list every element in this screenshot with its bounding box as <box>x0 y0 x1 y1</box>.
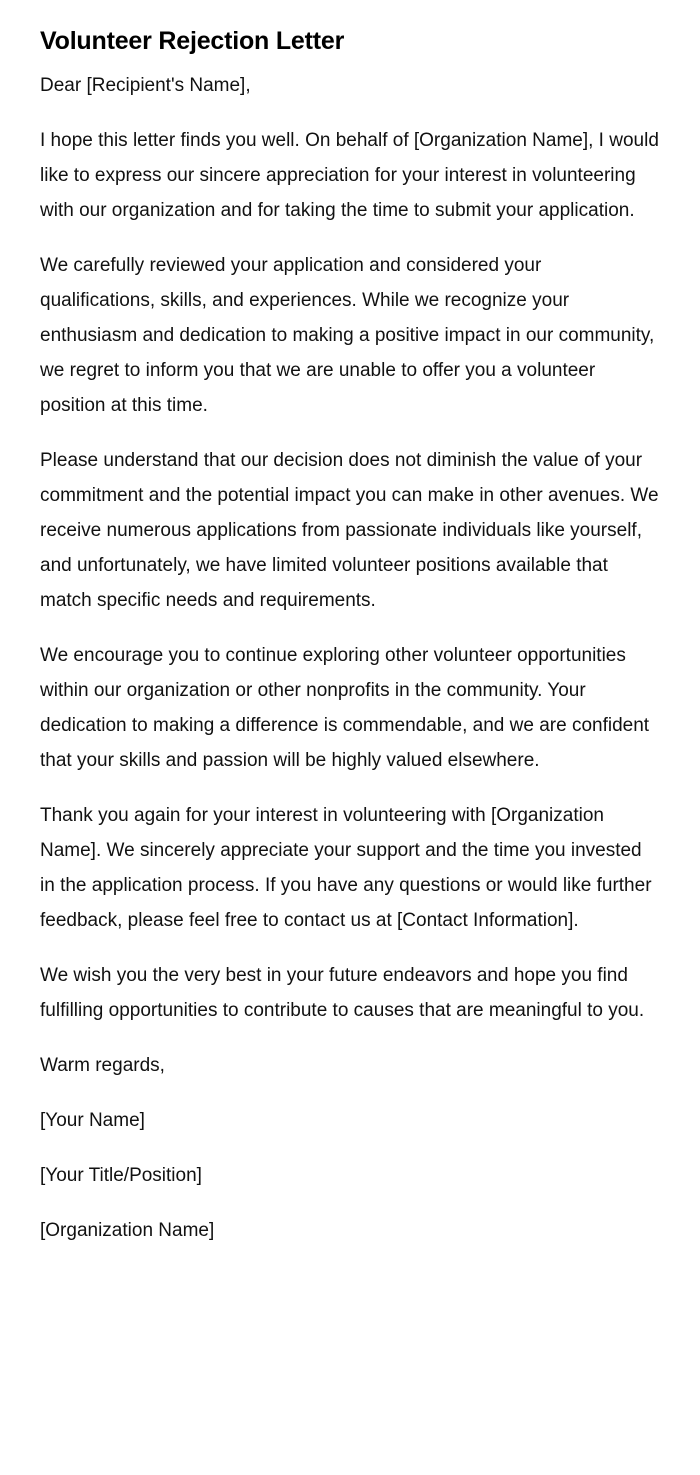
body-paragraph-6: We wish you the very best in your future endeavors and hope you find fulfilling opportunities to contribute to causes that are meaningful to you. <box>40 965 645 1021</box>
body-paragraph-3: Please understand that our decision does not diminish the value of your commitment and the potential impact you can make in other avenues. We receive numerous applications from passionate individuals like yourself, and unfortunately, we have limited volunteer positions available that match specific needs and requirements. <box>40 450 659 611</box>
signature-organization: [Organization Name] <box>40 1220 215 1241</box>
signature-title: [Your Title/Position] <box>40 1165 202 1186</box>
body-paragraph-1: I hope this letter finds you well. On behalf of [Organization Name], I would like to express our sincere appreciation for your interest in volunteering with our organization and for taking the time to submit your application. <box>40 130 659 221</box>
body-paragraph-5: Thank you again for your interest in volunteering with [Organization Name]. We sincerely appreciate your support and the time you invested in the application process. If you have any questions or would like further feedback, please feel free to contact us at [Contact Information]. <box>40 805 652 931</box>
signature-name: [Your Name] <box>40 1110 145 1131</box>
body-paragraph-4: We encourage you to continue exploring other volunteer opportunities within our organization or other nonprofits in the community. Your dedication to making a difference is commendable, and we are confident that your skills and passion will be highly valued elsewhere. <box>40 645 650 771</box>
salutation: Dear [Recipient's Name], <box>40 75 251 96</box>
document-title: Volunteer Rejection Letter <box>40 27 345 55</box>
closing: Warm regards, <box>40 1055 165 1076</box>
body-paragraph-2: We carefully reviewed your application and considered your qualifications, skills, and experiences. While we recognize your enthusiasm and dedication to making a positive impact in our community, we regret to inform you that we are unable to offer you a volunteer position at this time. <box>40 255 655 416</box>
